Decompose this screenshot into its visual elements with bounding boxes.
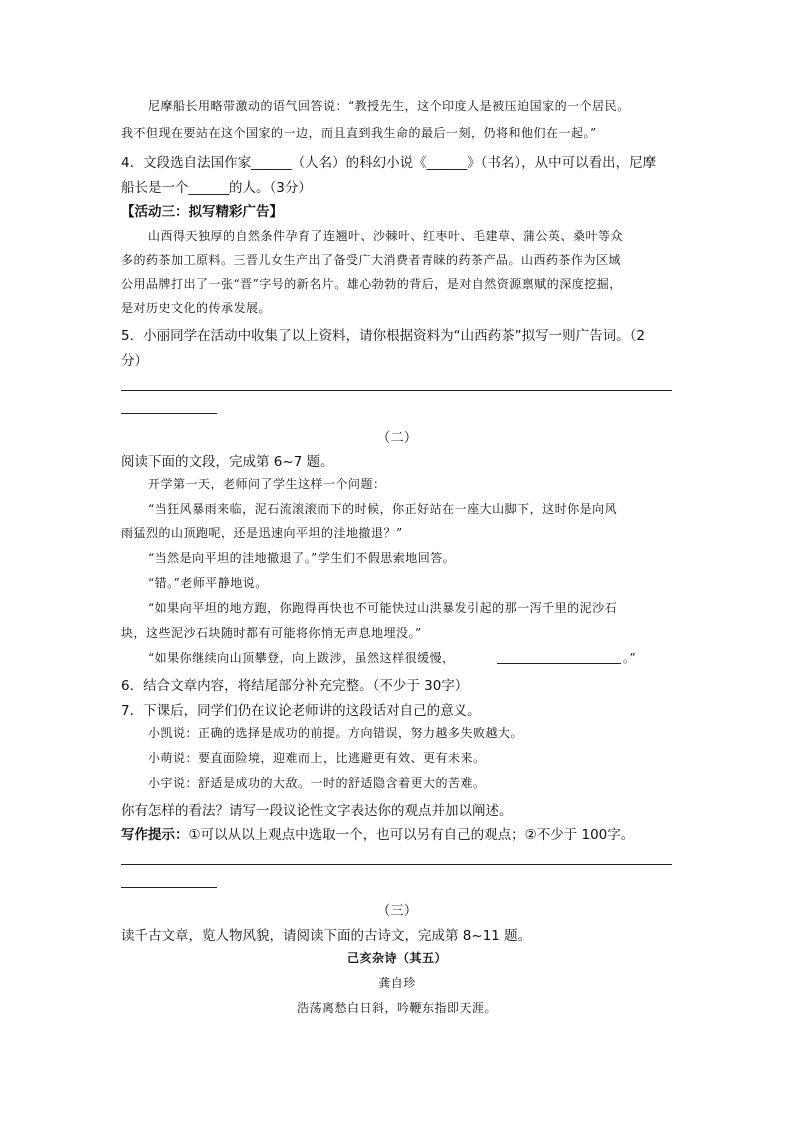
question-4-line-2: 船长是一个______的人。（3分）	[121, 180, 312, 196]
answer-line[interactable]	[121, 390, 672, 391]
view-xiaomeng: 小萌说：要直面险境，迎难而上，比逃避更有效、更有未来。	[148, 751, 486, 765]
story-line-5: “错。”老师平静地说。	[148, 576, 268, 590]
poem-line-1: 浩荡离愁白日斜，吟鞭东指即天涯。	[296, 1001, 497, 1015]
story-line-2: “当狂风暴雨来临，泥石流滚滚而下的时候，你正好站在一座大山脚下，这时你是向风	[148, 502, 618, 516]
story-line-3: 雨猛烈的山顶跑呢，还是迅速向平坦的洼地撤退？”	[121, 526, 403, 540]
section-2-number: （二）	[376, 430, 418, 446]
answer-line-2[interactable]	[121, 864, 672, 865]
view-xiaoyu: 小宇说：舒适是成功的大敌。一时的舒适隐含着更大的苦难。	[148, 776, 486, 790]
view-xiaokai: 小凯说：正确的选择是成功的前提。方向错误，努力越多失败越大。	[148, 726, 524, 740]
material-line-4: 是对历史文化的传承发展。	[121, 301, 272, 315]
story-line-8-end: 。”	[623, 651, 637, 665]
writing-tip-label: 写作提示：	[121, 827, 189, 843]
story-line-7: 块，这些泥沙石块随时都有可能将你悄无声息地埋没。”	[121, 626, 422, 640]
story-line-4: “当然是向平坦的洼地撤退了。”学生们不假思索地回答。	[148, 551, 456, 565]
quote-line-2: 我不但现在要站在这个国家的一边，而且直到我生命的最后一刻，仍将和他们在一起。”	[121, 126, 597, 140]
poem-title: 己亥杂诗（其五）	[346, 951, 447, 965]
question-5-line-1: 5．小丽同学在活动中收集了以上资料，请你根据资料为“山西药茶”拟写一则广告词。（2	[121, 328, 645, 344]
question-4-line-1: 4．文段选自法国作家______（人名）的科幻小说《______》（书名），从中可以看出，尼摩	[121, 155, 657, 171]
answer-line-2-short[interactable]	[121, 887, 217, 888]
writing-tip-text: ①可以从以上观点中选取一个，也可以另有自己的观点；②不少于 100字。	[188, 827, 635, 843]
writing-prompt: 你有怎样的看法？请写一段议论性文字表达你的观点并加以阐述。	[121, 803, 513, 819]
material-line-2: 多的药茶加工原料。三晋儿女生产出了备受广大消费者青睐的药茶产品。山西药茶作为区域	[121, 253, 622, 267]
story-line-1: 开学第一天，老师问了学生这样一个问题：	[148, 477, 386, 491]
section-3-number: （三）	[376, 903, 418, 919]
quote-line-1: 尼摩船长用略带激动的语气回答说：“教授先生，这个印度人是被压迫国家的一个居民。	[148, 99, 630, 113]
question-6: 6．结合文章内容，将结尾部分补充完整。（不少于 30字）	[121, 678, 469, 694]
activity-3-heading: 【活动三：拟写精彩广告】	[121, 204, 283, 220]
answer-line-short[interactable]	[121, 413, 217, 414]
question-5-line-2: 分）	[121, 353, 148, 369]
story-blank[interactable]	[497, 663, 621, 664]
section-2-intro: 阅读下面的文段，完成第 6~7 题。	[121, 454, 334, 470]
writing-tip	[121, 823, 634, 843]
question-7: 7．下课后，同学们仍在议论老师讲的这段话对自己的意义。	[121, 703, 481, 719]
poem-author: 龚自珍	[378, 976, 416, 990]
story-line-6: “如果向平坦的地方跑，你跑得再快也不可能快过山洪暴发引起的那一泻千里的泥沙石	[148, 601, 618, 615]
material-line-3: 公用品牌打出了一张“晋”字号的新名片。雄心勃勃的背后，是对自然资源禀赋的深度挖掘，	[121, 277, 622, 291]
material-line-1: 山西得天独厚的自然条件孕育了连翘叶、沙棘叶、红枣叶、毛建草、蒲公英、桑叶等众	[148, 229, 624, 243]
section-3-intro: 读千古文章，览人物风貌，请阅读下面的古诗文，完成第 8~11 题。	[121, 928, 532, 944]
story-line-8: “如果你继续向山顶攀登，向上跋涉，虽然这样很缓慢，	[148, 651, 455, 665]
